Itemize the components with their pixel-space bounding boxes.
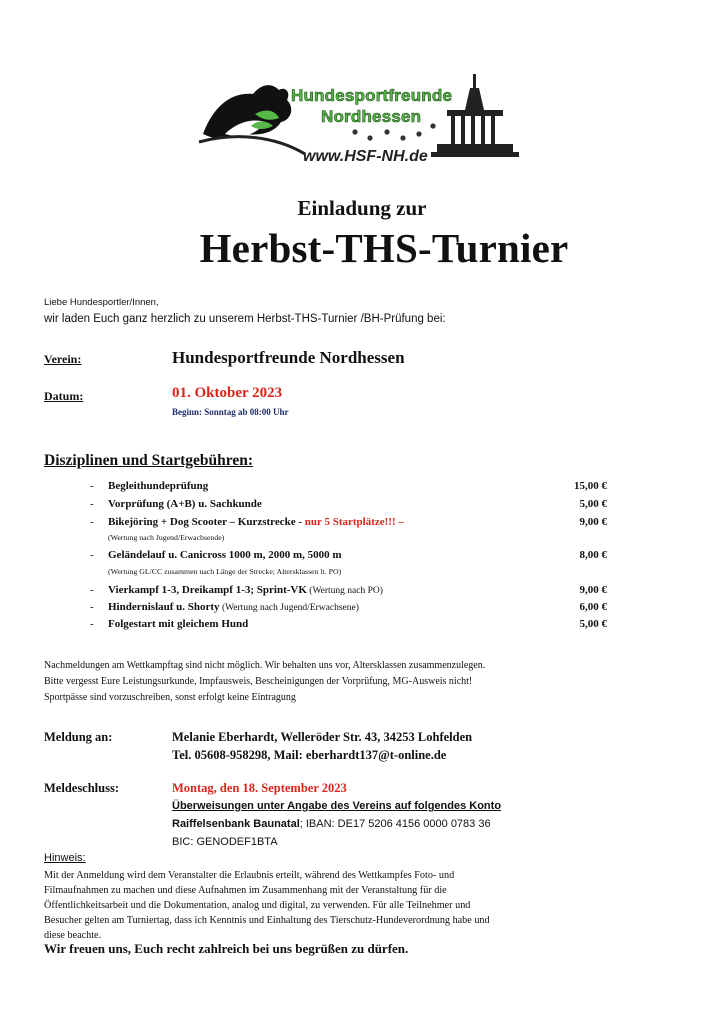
info-line: Nachmeldungen am Wettkampftag sind nicht möglich. Wir behalten uns vor, Altersklassen zusammenzulegen. xyxy=(44,660,486,671)
club-logo xyxy=(195,62,525,182)
list-bullet: - xyxy=(90,498,94,510)
verein-label: Verein: xyxy=(44,352,82,366)
discipline-price: 5,00 € xyxy=(579,498,607,510)
hinweis-label: Hinweis: xyxy=(44,852,86,864)
logo-url: www.HSF-NH.de xyxy=(303,148,428,165)
bank-details xyxy=(172,818,491,830)
bank-name: Raiffelsenbank Baunatal xyxy=(172,818,300,830)
meldung-label: Meldung an: xyxy=(44,730,113,744)
hinweis-line: Mit der Anmeldung wird dem Veranstalter die Erlaubnis erteilt, während des Wettkampfes Foto- und xyxy=(44,870,455,881)
discipline-price: 5,00 € xyxy=(579,618,607,630)
discipline-price: 9,00 € xyxy=(579,584,607,596)
discipline-name: Geländelauf u. Canicross 1000 m, 2000 m, 5000 m xyxy=(108,549,342,561)
datum-label: Datum: xyxy=(44,389,84,403)
list-bullet: - xyxy=(90,618,94,630)
hinweis-line: Öffentlichkeitsarbeit und die Dokumentation, analog und digital, zu verwenden. Für alle Teilnehmer und xyxy=(44,900,471,911)
title-line2: Herbst-THS-Turnier xyxy=(199,225,569,271)
discipline-name-row xyxy=(108,584,383,596)
intro-text: wir laden Euch ganz herzlich zu unserem Herbst-THS-Turnier /BH-Prüfung bei: xyxy=(44,313,446,325)
discipline-suffix: (Wertung nach Jugend/Erwachsene) xyxy=(219,603,359,613)
list-bullet: - xyxy=(90,480,94,492)
discipline-note: (Wertung GL/CC zusammen nach Länge der Strecke; Altersklassen lt. PO) xyxy=(108,567,342,576)
transfer-note: Überweisungen unter Angabe des Vereins auf folgendes Konto xyxy=(172,800,502,812)
discipline-name: Hindernislauf u. Shorty xyxy=(108,601,220,613)
discipline-name: Begleithundeprüfung xyxy=(108,480,209,492)
hinweis-line: Filmaufnahmen zu machen und diese Aufnahmen im Zusammenhang mit der Veranstaltung für die xyxy=(44,885,447,896)
datum-value: 01. Oktober 2023 xyxy=(172,385,283,401)
discipline-name: Vierkampf 1-3, Dreikampf 1-3; Sprint-VK xyxy=(108,584,307,596)
list-bullet: - xyxy=(90,549,94,561)
list-bullet: - xyxy=(90,601,94,613)
bank-bic: BIC: GENODEF1BTA xyxy=(172,836,278,848)
meldeschluss-label: Meldeschluss: xyxy=(44,781,119,795)
closing-text: Wir freuen uns, Euch recht zahlreich bei uns begrüßen zu dürfen. xyxy=(44,941,409,956)
verein-value: Hundesportfreunde Nordhessen xyxy=(172,348,405,367)
discipline-note: (Wertung nach Jugend/Erwachsende) xyxy=(108,533,225,542)
info-line: Bitte vergesst Eure Leistungsurkunde, Impfausweis, Bescheinigungen der Vorprüfung, MG-Ausweis nicht! xyxy=(44,676,473,687)
hinweis-line: Besucher gelten am Turniertag, dass ich Kenntnis und Einhaltung des Tierschutz-Hundeverordnung habe und xyxy=(44,915,490,926)
hinweis-line: diese beachte. xyxy=(44,930,102,941)
logo-text-line1: Hundesportfreunde xyxy=(291,86,453,105)
list-bullet: - xyxy=(90,584,94,596)
discipline-price: 8,00 € xyxy=(579,549,607,561)
info-line: Sportpässe sind vorzuschreiben, sonst erfolgt keine Eintragung xyxy=(44,692,296,703)
discipline-name-row xyxy=(108,516,404,528)
discipline-name: Bikejöring + Dog Scooter – Kurzstrecke - xyxy=(108,516,305,528)
discipline-price: 6,00 € xyxy=(579,601,607,613)
discipline-price: 15,00 € xyxy=(574,480,607,492)
title-line1: Einladung zur xyxy=(297,196,427,220)
greeting: Liebe Hundesportler/Innen, xyxy=(44,297,159,308)
bank-iban: ; IBAN: DE17 5206 4156 0000 0783 36 xyxy=(299,818,491,830)
datum-start: Beginn: Sonntag ab 08:00 Uhr xyxy=(172,407,289,417)
meldeschluss-date: Montag, den 18. September 2023 xyxy=(172,781,347,795)
list-bullet: - xyxy=(90,516,94,528)
meldung-contact: Tel. 05608-958298, Mail: eberhardt137@t-online.de xyxy=(172,748,447,762)
discipline-price: 9,00 € xyxy=(579,516,607,528)
discipline-suffix: (Wertung nach PO) xyxy=(306,586,383,596)
disciplines-heading: Disziplinen und Startgebühren: xyxy=(44,452,254,469)
discipline-name-row xyxy=(108,601,359,613)
meldung-address: Melanie Eberhardt, Welleröder Str. 43, 34253 Lohfelden xyxy=(172,730,473,744)
logo-text-line2: Nordhessen xyxy=(321,107,422,126)
discipline-name: Folgestart mit gleichem Hund xyxy=(108,618,249,630)
discipline-name: Vorprüfung (A+B) u. Sachkunde xyxy=(108,498,262,510)
discipline-highlight: nur 5 Startplätze!!! – xyxy=(304,516,404,528)
